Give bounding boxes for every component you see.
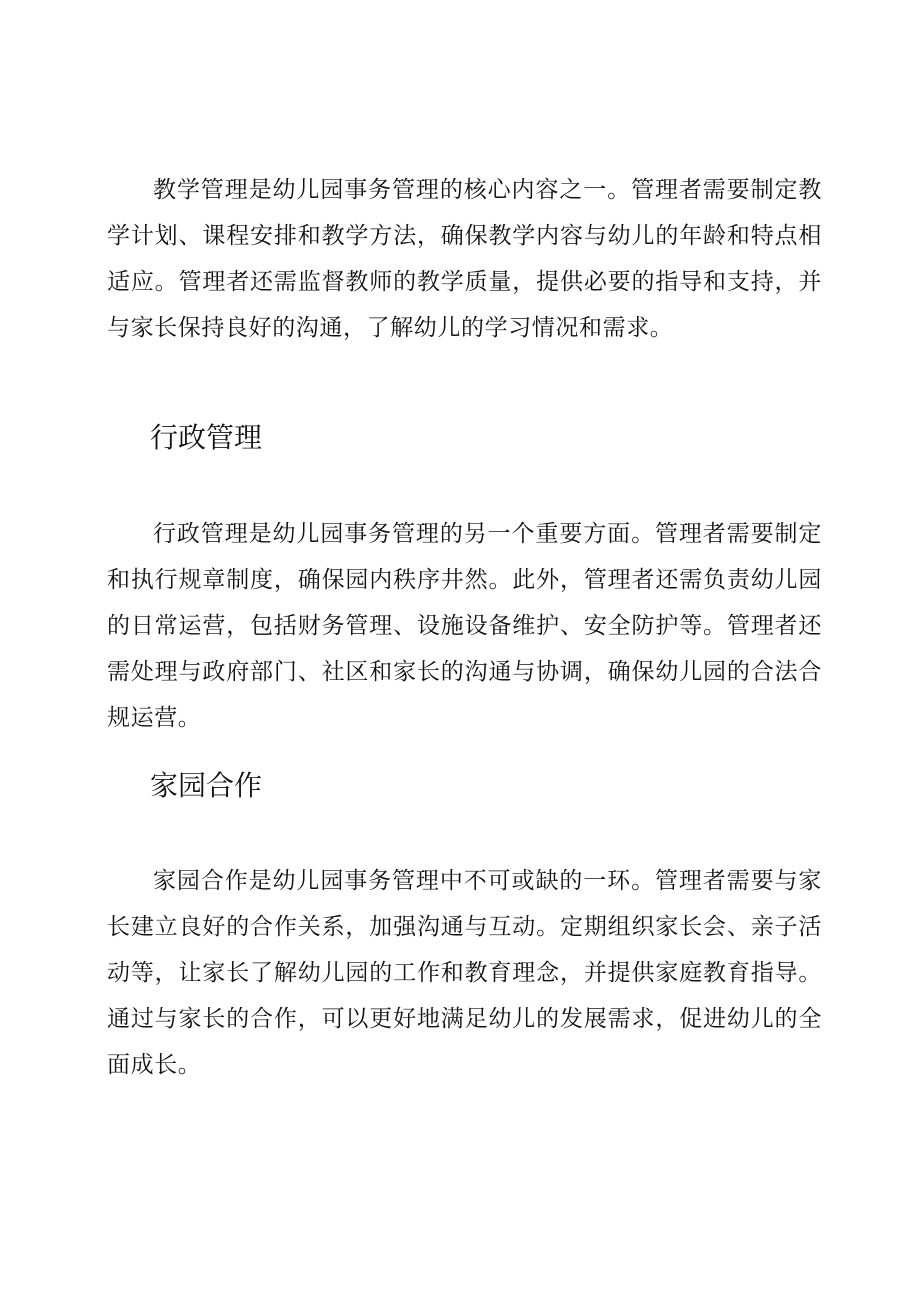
section-heading-home-school-cooperation: 家园合作 [150, 769, 263, 802]
administration-paragraph: 行政管理是幼儿园事务管理的另一个重要方面。管理者需要制定和执行规章制度，确保园内秩序井然。此外，管理者还需负责幼儿园的日常运营，包括财务管理、设施设备维护、安全防护等。管理者还需处理与政府部门、社区和家长的沟通与协调，确保幼儿园的合法合规运营。 [107, 521, 822, 731]
home-school-cooperation-paragraph: 家园合作是幼儿园事务管理中不可或缺的一环。管理者需要与家长建立良好的合作关系，加强沟通与互动。定期组织家长会、亲子活动等，让家长了解幼儿园的工作和教育理念，并提供家庭教育指导。通过与家长的合作，可以更好地满足幼儿的发展需求，促进幼儿的全面成长。 [107, 868, 822, 1078]
section-heading-administration: 行政管理 [150, 421, 263, 454]
teaching-management-paragraph: 教学管理是幼儿园事务管理的核心内容之一。管理者需要制定教学计划、课程安排和教学方法，确保教学内容与幼儿的年龄和特点相适应。管理者还需监督教师的教学质量，提供必要的指导和支持，并与家长保持良好的沟通，了解幼儿的学习情况和需求。 [107, 177, 822, 341]
